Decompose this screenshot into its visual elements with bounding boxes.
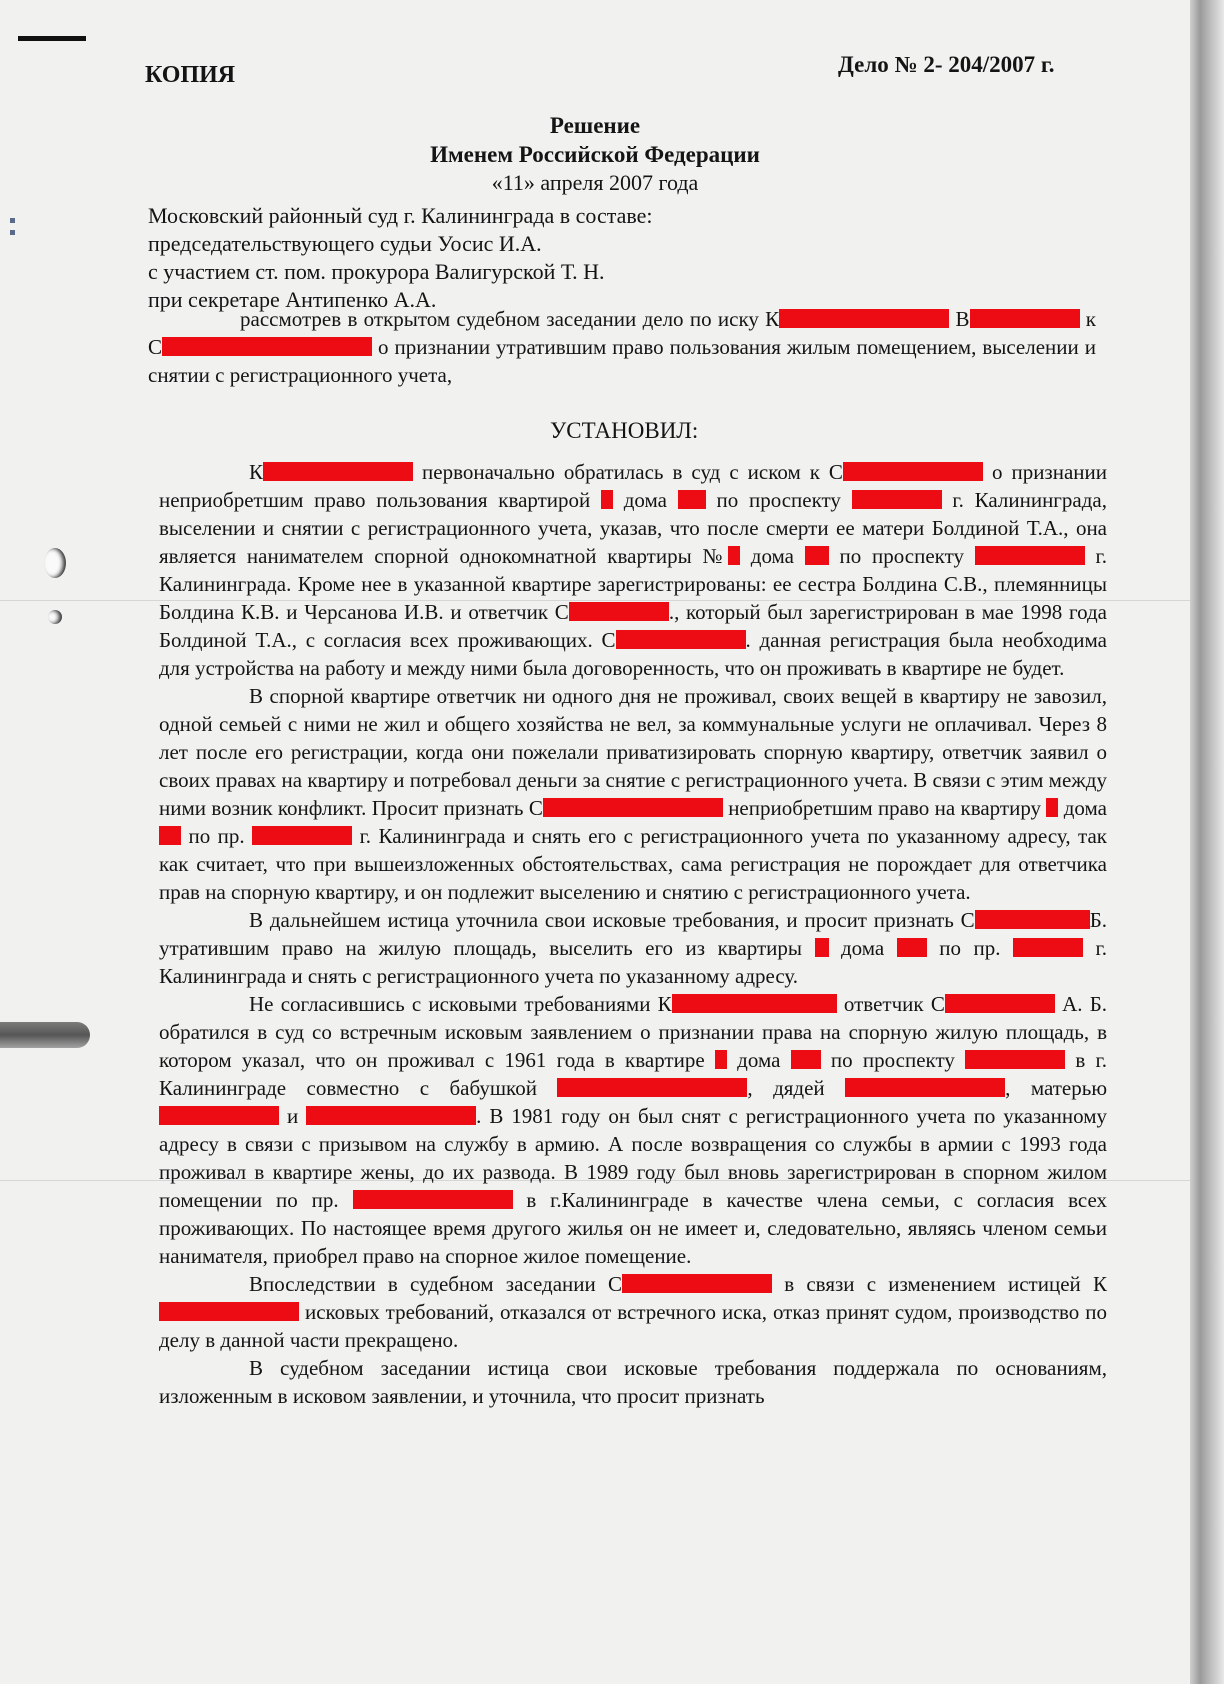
redaction: [1013, 938, 1083, 957]
court-line: Московский районный суд г. Калининграда в составе:: [148, 203, 653, 228]
redaction: [543, 798, 723, 817]
redaction: [569, 602, 669, 621]
redaction: [945, 994, 1055, 1013]
decision-title: Решение: [549, 113, 641, 138]
redaction: [557, 1078, 747, 1097]
redaction: [159, 1106, 279, 1125]
redaction: [672, 994, 837, 1013]
top-mark: [18, 36, 86, 41]
redaction: [159, 826, 181, 845]
decision-subtitle: Именем Российской Федерации: [430, 142, 760, 167]
redaction: [975, 910, 1090, 929]
redaction: [162, 337, 372, 356]
redaction: [897, 938, 927, 957]
redaction: [779, 309, 949, 328]
redaction: [601, 490, 613, 509]
ink-mark: [10, 218, 15, 223]
punch-hole: [44, 548, 66, 578]
redaction: [1046, 798, 1058, 817]
redaction: [728, 546, 740, 565]
case-number: Дело № 2- 204/2007 г.: [838, 52, 1055, 77]
paper-tear: [0, 1022, 90, 1048]
redaction: [306, 1106, 476, 1125]
redaction: [622, 1274, 772, 1293]
redaction: [965, 1050, 1065, 1069]
redaction: [845, 1078, 1005, 1097]
punch-hole: [48, 610, 62, 624]
copy-label: КОПИЯ: [145, 62, 236, 88]
secretary-line: при секретаре Антипенко А.А.: [148, 287, 437, 312]
redaction: [616, 630, 746, 649]
decision-date: «11» апреля 2007 года: [491, 170, 699, 195]
redaction: [970, 309, 1080, 328]
ink-mark: [10, 230, 15, 235]
redaction: [975, 546, 1085, 565]
redaction: [159, 1302, 299, 1321]
redaction: [791, 1050, 821, 1069]
intro-paragraph: рассмотрев в открытом судебном заседании дело по иску К В к С о признании утратившим право пользования жилым помещением, выселении и снятии с регистрационного учета,: [148, 307, 1097, 387]
paragraph: В спорной квартире ответчик ни одного дня не проживал, своих вещей в квартиру не завозил, одной семьей с ними не жил и общего хозяйства не вел, за коммунальные услуги не оплачивал. Через 8 лет после его регистрации, когда они пожелали приватизировать спорную квартиру, ответчик заявил о своих правах на квартиру и потребовал деньги за снятие с регистрационного учета. В связи с этим между ними возник конфликт. Просит признать С неприобретшим право на квартиру дома по пр. г. Калининграда и снять его с регистрационного учета по указанному адресу, так как считает, что при вышеизложенных обстоятельствах, сама регистрация не порождает для ответчика прав на спорную квартиру, и он подлежит выселению и снятию с регистрационного учета.: [159, 684, 1107, 904]
redaction: [715, 1050, 727, 1069]
redaction: [353, 1190, 513, 1209]
redaction: [852, 490, 942, 509]
redaction: [805, 546, 829, 565]
section-heading: УСТАНОВИЛ:: [550, 418, 699, 443]
paragraph: В судебном заседании истица свои исковые требования поддержала по основаниям, изложенным в исковом заявлении, и уточнила, что просит признать: [159, 1356, 1107, 1408]
redaction: [843, 462, 983, 481]
redaction: [815, 938, 829, 957]
prosecutor-line: с участием ст. пом. прокурора Валигурской Т. Н.: [148, 259, 605, 284]
scan-edge: [1190, 0, 1224, 1684]
paragraph: К первоначально обратилась в суд с иском к С о признании неприобретшим право пользования квартирой дома по проспекту г. Калининграда, выселении и снятии с регистрационного учета, указав, что после смерти ее матери Болдиной Т.А., она является нанимателем спорной однокомнатной квартиры № дома по проспекту г. Калининграда. Кроме нее в указанной квартире зарегистрированы: ее сестра Болдина С.В., племянницы Болдина К.В. и Черсанова И.В. и ответчик С ., который был зарегистрирован в мае 1998 года Болдиной Т.А., с согласия всех проживающих. С . данная регистрация была необходима для устройства на работу и между ними была договоренность, что он проживать в квартире не будет.: [159, 460, 1108, 680]
paragraph: Впоследствии в судебном заседании С в связи с изменением истицей К исковых требований, отказался от встречного иска, отказ принят судом, производство по делу в данной части прекращено.: [159, 1272, 1107, 1352]
judge-line: председательствующего судьи Уосис И.А.: [148, 231, 542, 256]
redaction: [263, 462, 413, 481]
redaction: [678, 490, 706, 509]
decision-body: [159, 458, 1107, 1410]
redaction: [252, 826, 352, 845]
paragraph: В дальнейшем истица уточнила свои исковые требования, и просит признать С Б. утратившим право на жилую площадь, выселить его из квартиры дома по пр. г. Калининграда и снять с регистрационного учета по указанному адресу.: [159, 908, 1107, 988]
paragraph: Не согласившись с исковыми требованиями К ответчик С А. Б. обратился в суд со встречным исковым заявлением о признании права на спорную жилую площадь, в котором указал, что он проживал с 1961 года в квартире дома по проспекту в г. Калининграде совместно с бабушкой , дядей , матерью и . В 1981 году он был снят с регистрационного учета по указанному адресу в связи с призывом на службу в армию. А после возвращения со службы в армии с 1993 года проживал в квартире жены, до их развода. В 1989 году был вновь зарегистрирован в спорном жилом помещении по пр. в г.Калининграде в качестве члена семьи, с согласия всех проживающих. По настоящее время другого жилья он не имеет и, следовательно, являясь членом семьи нанимателя, приобрел право на спорное жилое помещение.: [159, 992, 1108, 1268]
